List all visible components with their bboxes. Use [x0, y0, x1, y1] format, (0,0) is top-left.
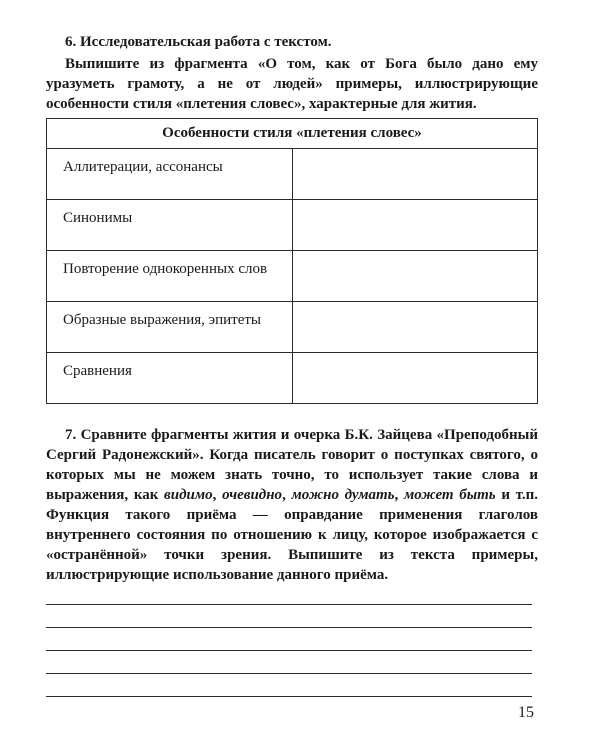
separator: ,	[212, 487, 223, 503]
task7-text	[46, 425, 538, 585]
task7-part2: и т.п. Функция такого приёма — оправдание применения глаголов внутреннего состояния по отношению к лицу, которое изображается с «остранённой» точки зрения. Выпишите из текста примеры, иллюстрирующие использование данного приёма.	[46, 487, 539, 583]
table-row	[47, 200, 538, 251]
answer-cell-cognates[interactable]	[292, 251, 538, 302]
task6-instruction: Выпишите из фрагмента «О том, как от Бога было дано ему уразуметь грамоту, а не от людей» примеры, иллюстрирующие особенности стиля «плетения словес», характерные для жития.	[46, 56, 538, 112]
answer-line-4[interactable]	[46, 673, 532, 674]
answer-line-1[interactable]	[46, 604, 532, 605]
page-number: 15	[518, 704, 534, 721]
answer-line-3[interactable]	[46, 650, 532, 651]
answer-cell-epithets[interactable]	[292, 302, 538, 353]
answer-line-2[interactable]	[46, 627, 532, 628]
answer-line-5[interactable]	[46, 696, 532, 697]
task6-heading: 6. Исследовательская работа с текстом.	[65, 34, 332, 50]
row-label-cognates: Повторение однокоренных слов	[47, 251, 293, 302]
task7-part1: 7. Сравните фрагменты жития и очерка Б.К. Зайцева «Преподобный Сергий Радонежский». Когда писатель говорит о поступках святого, о которых мы не можем знать точно, то использует такие слова и выражения, как	[46, 427, 538, 503]
answer-cell-comparisons[interactable]	[292, 353, 538, 404]
table-header-row	[47, 119, 538, 149]
example-ochevidno: очевидно	[222, 487, 283, 503]
example-vidimo: видимо	[164, 487, 213, 503]
answer-cell-synonyms[interactable]	[292, 200, 538, 251]
separator: ,	[282, 487, 292, 503]
row-label-synonyms: Синонимы	[47, 200, 293, 251]
table-row	[47, 251, 538, 302]
row-label-comparisons: Сравнения	[47, 353, 293, 404]
table-row	[47, 353, 538, 404]
answer-cell-alliteration[interactable]	[292, 149, 538, 200]
row-label-alliteration: Аллитерации, ассонансы	[47, 149, 293, 200]
separator: ,	[394, 487, 404, 503]
table-header: Особенности стиля «плетения словес»	[47, 119, 538, 149]
example-mozhet-byt: может быть	[403, 487, 496, 503]
style-features-table	[46, 118, 538, 404]
table-row	[47, 149, 538, 200]
table-row	[47, 302, 538, 353]
row-label-epithets: Образные выражения, эпитеты	[47, 302, 293, 353]
example-mozhno-dumat: можно думать	[291, 487, 395, 503]
